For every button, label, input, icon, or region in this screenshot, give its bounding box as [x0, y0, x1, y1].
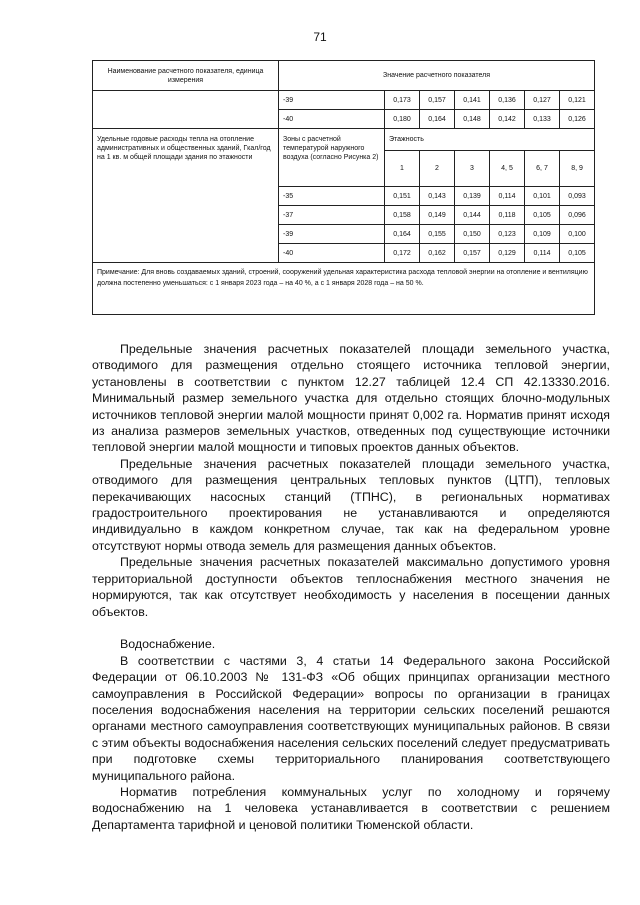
value-cell: 0,100	[560, 225, 595, 244]
section-heading-water-supply: Водоснабжение.	[120, 637, 216, 652]
value-cell: 0,141	[455, 91, 490, 110]
storey-header: 8, 9	[560, 151, 595, 187]
page-number: 71	[313, 30, 327, 44]
value-cell: 0,133	[525, 110, 560, 129]
table-note: Примечание: Для вновь создаваемых зданий, строений, сооружений удельная характеристика расхода тепловой энергии на отопление и вентиляцию должна постепенно уменьшаться: с 1 января 2023 года – на 40 %, а с 1 января 2028 года – на 50 %.	[93, 263, 595, 315]
value-cell: 0,149	[420, 206, 455, 225]
indicator-name: Удельные годовые расходы тепла на отопление административных и общественных зданий, Гкал/год на 1 кв. м общей площади здания по этажности	[93, 129, 279, 263]
value-cell: 0,114	[525, 244, 560, 263]
value-cell: 0,164	[385, 225, 420, 244]
zone-cell: -40	[279, 110, 385, 129]
zone-cell: -39	[279, 225, 385, 244]
value-cell: 0,118	[490, 206, 525, 225]
storey-header: 2	[420, 151, 455, 187]
value-cell: 0,126	[560, 110, 595, 129]
value-cell: 0,180	[385, 110, 420, 129]
value-cell: 0,105	[560, 244, 595, 263]
value-cell: 0,136	[490, 91, 525, 110]
paragraph-water-law: В соответствии с частями 3, 4 статьи 14 Федерального закона Российской Федерации от 06.10.2003 № 131-ФЗ «Об общих принципах организации местного самоуправления в Российской Федерации» вопросы по организации в границах поселения водоснабжения населения на территории сельских поселений решаются органами местного самоуправления соответствующих муниципальных районов. В связи с этим объекты водоснабжения населения сельских поселений следует предусматривать при подготовке схемы территориального планирования соответствующего муниципального района.	[92, 653, 610, 783]
value-cell: 0,139	[455, 187, 490, 206]
table-row	[93, 110, 595, 129]
value-cell: 0,164	[420, 110, 455, 129]
paragraph-water-norm: Норматив потребления коммунальных услуг по холодному и горячему водоснабжению на 1 человека устанавливается в соответствии с решением Департамента тарифной и ценовой политики Тюменской области.	[92, 784, 610, 832]
value-cell: 0,158	[385, 206, 420, 225]
value-cell: 0,096	[560, 206, 595, 225]
value-cell: 0,143	[420, 187, 455, 206]
storey-header: 6, 7	[525, 151, 560, 187]
value-cell: 0,155	[420, 225, 455, 244]
zone-header: Зоны с расчетной температурой наружного воздуха (согласно Рисунка 2)	[279, 129, 385, 187]
value-cell: 0,144	[455, 206, 490, 225]
storeys-header: Этажность	[385, 129, 595, 151]
value-cell: 0,121	[560, 91, 595, 110]
storey-header: 1	[385, 151, 420, 187]
value-cell: 0,150	[455, 225, 490, 244]
table-header-indicator: Наименование расчетного показателя, единица измерения	[93, 61, 279, 91]
paragraph-land-heat-source: Предельные значения расчетных показателей площади земельного участка, отводимого для размещения отдельно стоящего источника тепловой энергии, установлены в соответствии с пунктом 12.27 таблицей 12.4 СП 42.13330.2016. Минимальный размер земельного участка для отдельно стоящих блочно-модульных источников тепловой энергии малой мощности принят 0,002 га. Норматив принят исходя из анализа размеров земельных участков, отведенных под существующие источники тепловой энергии малой мощности и типовых проектов данных объектов.	[92, 342, 610, 455]
zone-cell: -35	[279, 187, 385, 206]
value-cell: 0,157	[455, 244, 490, 263]
zone-cell: -39	[279, 91, 385, 110]
table-header-value: Значение расчетного показателя	[279, 61, 595, 91]
storey-header: 4, 5	[490, 151, 525, 187]
value-cell: 0,151	[385, 187, 420, 206]
value-cell: 0,173	[385, 91, 420, 110]
paragraph-land-heat-points: Предельные значения расчетных показателей площади земельного участка, отводимого для размещения центральных тепловых пунктов (ЦТП), тепловых перекачивающих насосных станций (ТПНС), в региональных нормативах градостроительного проектирования не устанавливаются и определяются индивидуально в каждом конкретном случае, так как на федеральном уровне отсутствуют нормы отвода земель для размещения данных объектов.	[92, 456, 610, 553]
paragraph-heat-accessibility: Предельные значения расчетных показателей максимально допустимого уровня территориальной доступности объектов теплоснабжения местного значения не нормируются, так как отсутствует необходимость у населения в посещении данных объектов.	[92, 555, 610, 619]
value-cell: 0,123	[490, 225, 525, 244]
body-text	[92, 341, 610, 833]
storey-header: 3	[455, 151, 490, 187]
value-cell: 0,172	[385, 244, 420, 263]
value-cell: 0,129	[490, 244, 525, 263]
value-cell: 0,127	[525, 91, 560, 110]
value-cell: 0,109	[525, 225, 560, 244]
value-cell: 0,114	[490, 187, 525, 206]
value-cell: 0,093	[560, 187, 595, 206]
value-cell: 0,162	[420, 244, 455, 263]
zone-cell: -37	[279, 206, 385, 225]
value-cell: 0,142	[490, 110, 525, 129]
heat-consumption-table	[92, 60, 595, 315]
value-cell: 0,101	[525, 187, 560, 206]
value-cell: 0,157	[420, 91, 455, 110]
zone-cell: -40	[279, 244, 385, 263]
table-row	[93, 91, 595, 110]
value-cell: 0,148	[455, 110, 490, 129]
value-cell: 0,105	[525, 206, 560, 225]
